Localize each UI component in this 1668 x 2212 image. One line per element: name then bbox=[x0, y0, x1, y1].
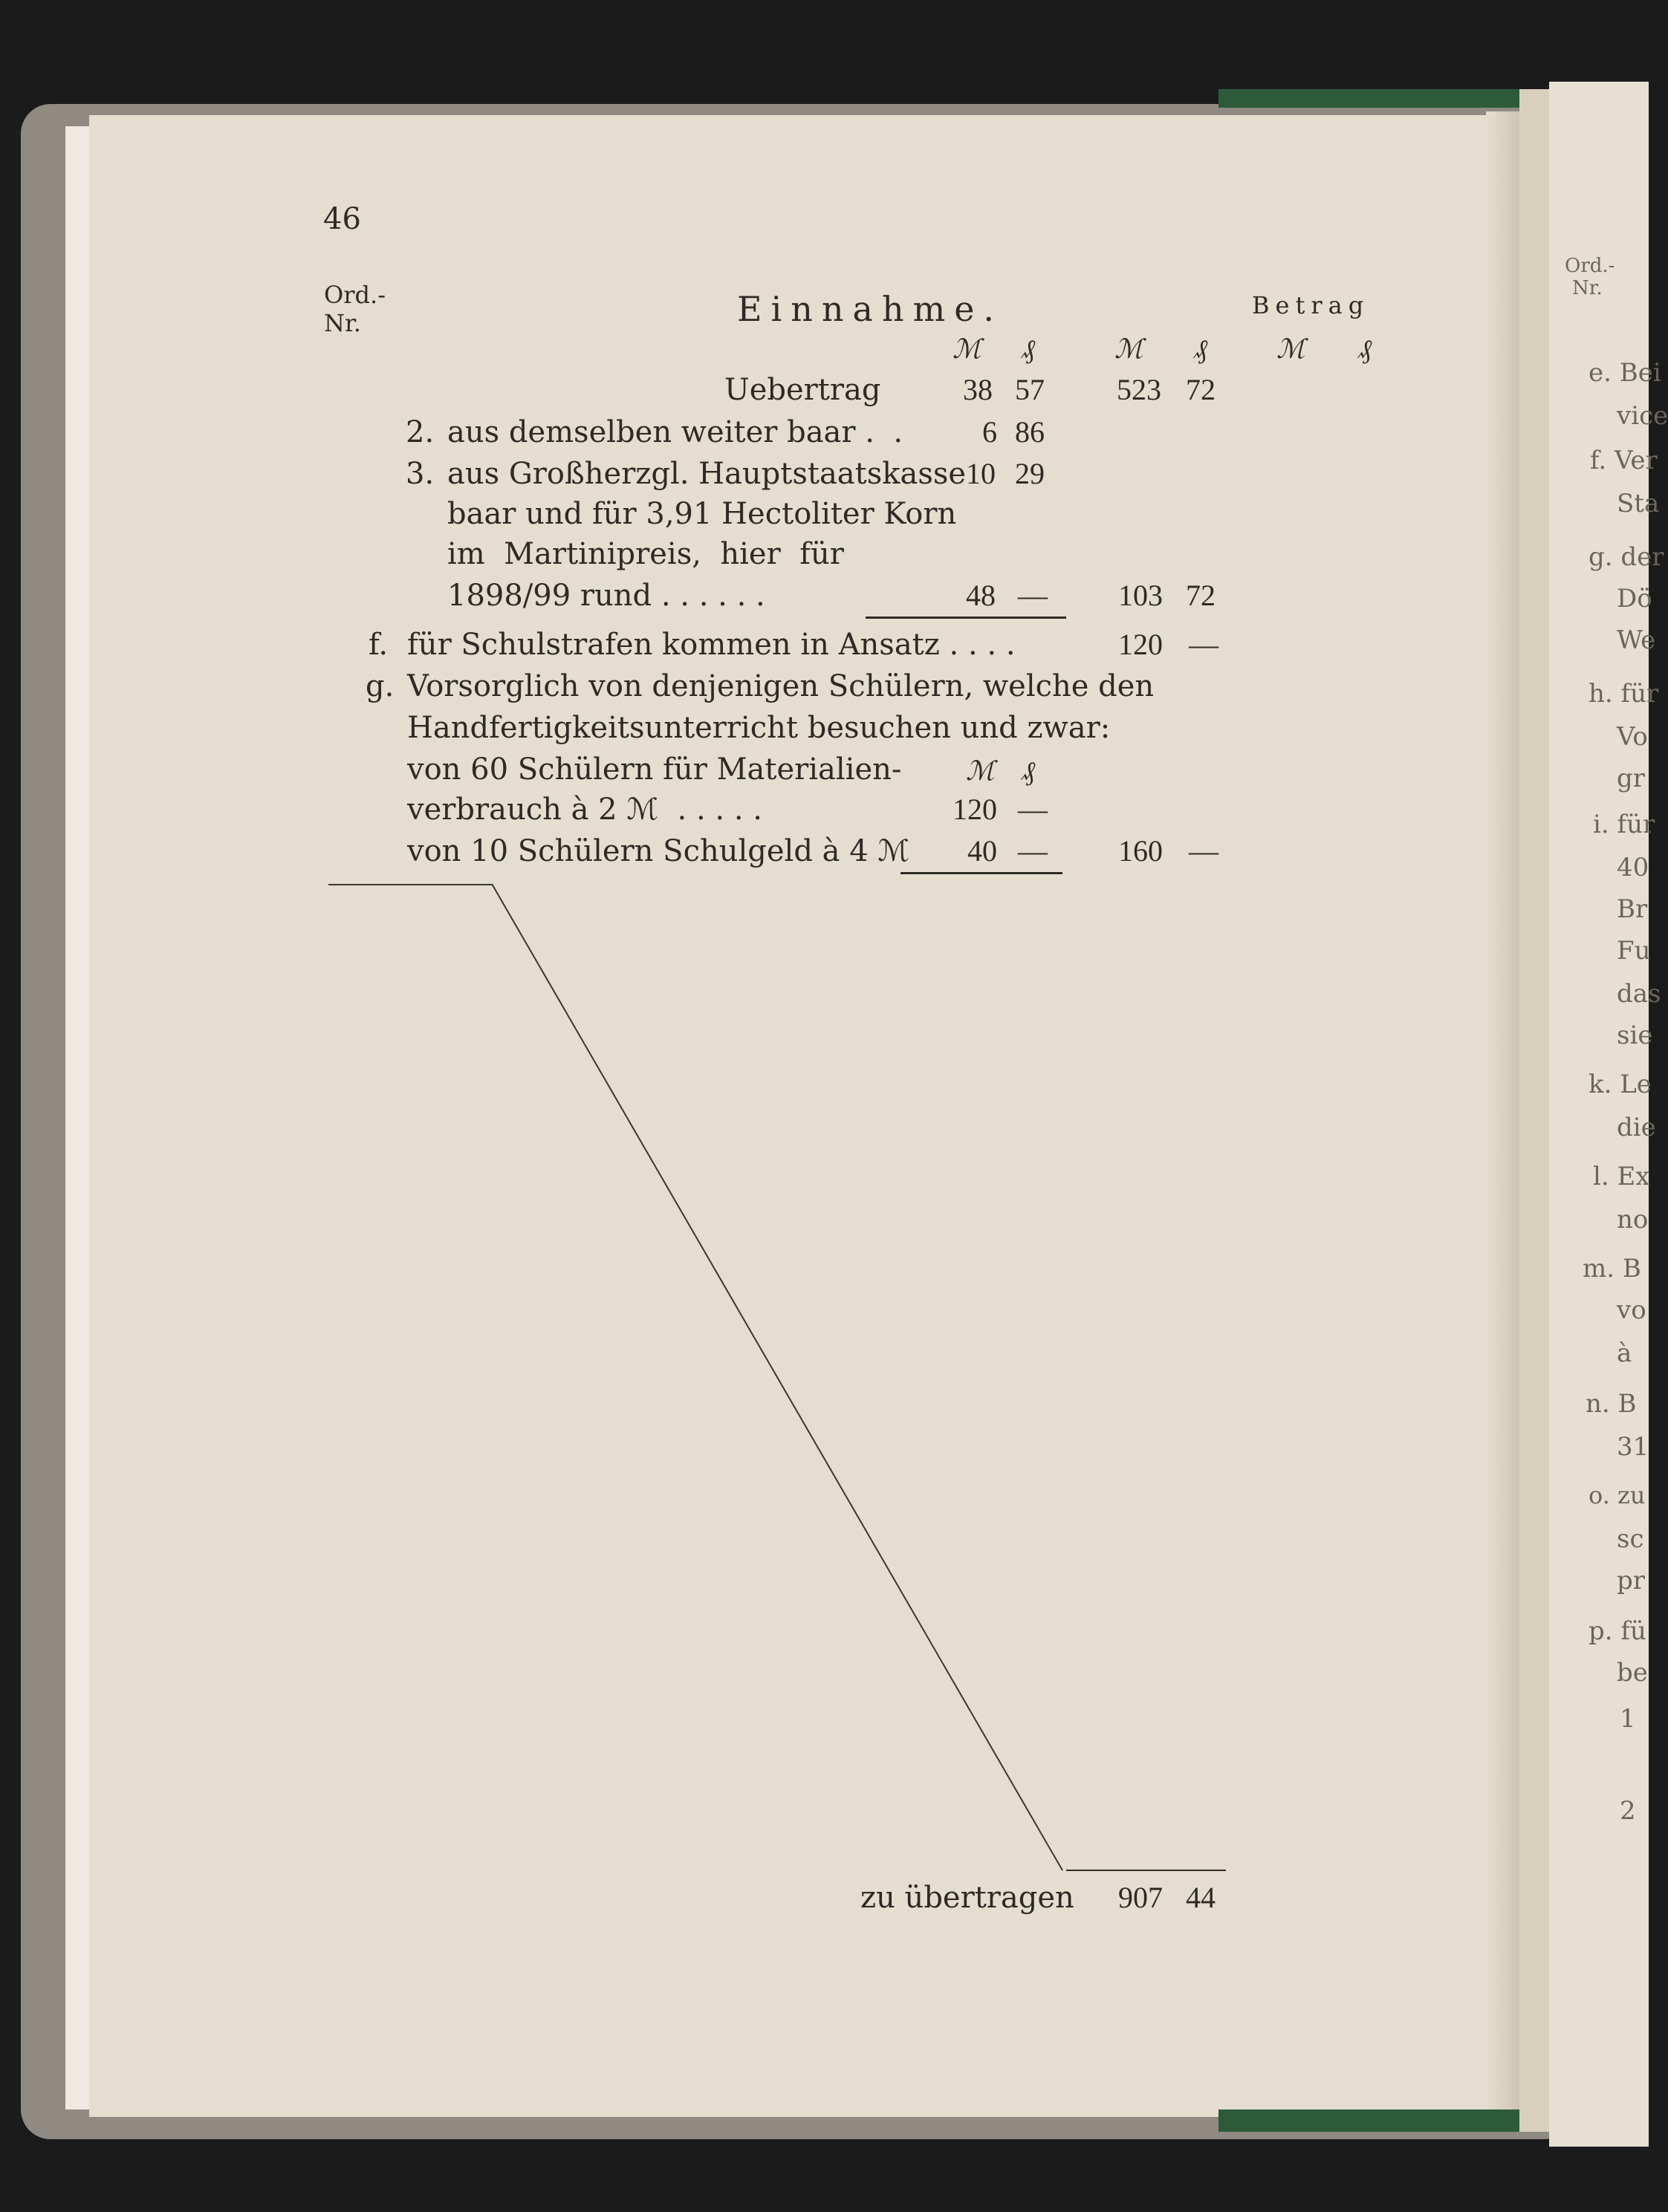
ord-nr-header: Ord.- Nr. bbox=[324, 281, 386, 337]
right-frag-nr: Nr. bbox=[1572, 277, 1603, 299]
right-frag-h2: Vo bbox=[1617, 722, 1648, 752]
uebertrag-mark: 38 bbox=[963, 373, 993, 406]
item3-number: 3. bbox=[406, 457, 435, 491]
item-g-mark: 120 bbox=[953, 793, 997, 826]
item3-text-line1: aus Großherzgl. Hauptstaatskasse bbox=[447, 457, 967, 491]
right-page-text bbox=[1560, 255, 1668, 1920]
currency-header-pf-2: ₰ bbox=[1194, 334, 1207, 364]
item-g-text-line2: Handfertigkeitsunterricht besuchen und zwar: bbox=[407, 711, 1111, 745]
right-frag-g: g. der bbox=[1589, 542, 1664, 572]
item-f-letter: f. bbox=[369, 628, 389, 662]
item3-pf1: 29 bbox=[1015, 457, 1045, 490]
item3-mark2: 103 bbox=[1118, 579, 1163, 612]
right-frag-p: p. fü bbox=[1589, 1616, 1646, 1646]
item-g-mark2: 160 bbox=[1118, 834, 1163, 868]
item-g-pf-b: — bbox=[1018, 834, 1048, 868]
currency-header-mark-3: ℳ bbox=[1276, 334, 1305, 364]
right-frag-ord: Ord.- bbox=[1565, 255, 1615, 277]
right-frag-g3: We bbox=[1617, 625, 1656, 655]
right-frag-e2: vice bbox=[1617, 401, 1668, 431]
item-g-mark-b: 40 bbox=[967, 834, 997, 868]
right-frag-i5: das bbox=[1617, 979, 1661, 1009]
right-frag-n2: 31 bbox=[1617, 1432, 1649, 1462]
uebertrag-pf: 57 bbox=[1015, 373, 1045, 406]
right-frag-e: e. Bei bbox=[1589, 358, 1661, 388]
item-g-text-line3: von 60 Schülern für Materialien- bbox=[407, 752, 902, 787]
footer-pf: 44 bbox=[1186, 1881, 1216, 1914]
right-frag-l2: no bbox=[1617, 1205, 1649, 1235]
uebertrag-pf2: 72 bbox=[1186, 373, 1216, 406]
right-frag-i6: sie bbox=[1617, 1021, 1653, 1050]
currency-header-mark-2: ℳ bbox=[1114, 334, 1143, 364]
page-number: 46 bbox=[323, 202, 361, 236]
betrag-label: Betrag bbox=[1252, 291, 1370, 319]
item-g-text-line5: von 10 Schülern Schulgeld à 4 ℳ bbox=[407, 834, 910, 868]
item3-pf: — bbox=[1018, 579, 1048, 612]
right-frag-p2: be bbox=[1617, 1658, 1648, 1688]
total-rule bbox=[1066, 1870, 1226, 1871]
item-g-unit-pf: ₰ bbox=[1022, 756, 1035, 786]
item3-text-line2: baar und für 3,91 Hectoliter Korn bbox=[447, 497, 957, 531]
right-frag-m3: à bbox=[1617, 1338, 1632, 1368]
right-frag-o3: pr bbox=[1617, 1566, 1646, 1595]
right-frag-i2: 40 bbox=[1617, 853, 1649, 882]
item-g-pf2: — bbox=[1189, 834, 1218, 868]
right-frag-i4: Fu bbox=[1617, 936, 1651, 966]
item3-text-line4: 1898/99 rund . . . . . . bbox=[447, 579, 765, 613]
right-frag-f: f. Ver bbox=[1590, 446, 1658, 475]
item3-mark: 48 bbox=[966, 579, 996, 612]
uebertrag-mark2: 523 bbox=[1117, 373, 1161, 406]
right-frag-h: h. für bbox=[1589, 679, 1659, 709]
item3-pf2: 72 bbox=[1186, 579, 1216, 612]
right-frag-p4: 2 bbox=[1620, 1796, 1636, 1826]
item2-number: 2. bbox=[406, 415, 435, 449]
item2-text: aus demselben weiter baar . . bbox=[447, 415, 903, 449]
item-f-pf2: — bbox=[1189, 628, 1218, 661]
right-frag-f2: Sta bbox=[1617, 489, 1660, 518]
currency-header-pf-1: ₰ bbox=[1022, 334, 1035, 364]
right-frag-m: m. B bbox=[1583, 1254, 1641, 1284]
right-frag-o: o. zu bbox=[1589, 1481, 1646, 1509]
currency-header-mark-1: ℳ bbox=[953, 334, 981, 364]
item-g-unit-mark: ℳ bbox=[966, 756, 995, 786]
item2-pf: 86 bbox=[1015, 415, 1045, 449]
right-frag-o2: sc bbox=[1617, 1524, 1644, 1554]
right-frag-k2: die bbox=[1617, 1113, 1656, 1142]
right-frag-p3: 1 bbox=[1620, 1704, 1636, 1734]
right-frag-i: i. für bbox=[1593, 810, 1655, 839]
item3-text-line3: im Martinipreis, hier für bbox=[447, 537, 844, 571]
item-g-letter: g. bbox=[366, 669, 395, 703]
currency-header-pf-3: ₰ bbox=[1358, 334, 1372, 364]
right-frag-i3: Br bbox=[1617, 894, 1648, 924]
item-f-mark2: 120 bbox=[1118, 628, 1163, 661]
right-frag-k: k. Le bbox=[1589, 1070, 1652, 1099]
item-g-text-line4: verbrauch à 2 ℳ . . . . . bbox=[407, 793, 762, 827]
right-frag-g2: Dö bbox=[1617, 584, 1652, 614]
uebertrag-label: Uebertrag bbox=[724, 373, 881, 407]
right-frag-h3: gr bbox=[1617, 764, 1646, 793]
item-g-pf: — bbox=[1018, 793, 1048, 826]
section-title: Einnahme. bbox=[737, 289, 1004, 329]
item-g-text-line1: Vorsorglich von denjenigen Schülern, welche den bbox=[407, 669, 1155, 703]
footer-label: zu übertragen bbox=[860, 1881, 1074, 1915]
footer-mark: 907 bbox=[1118, 1881, 1163, 1914]
item-f-text: für Schulstrafen kommen in Ansatz . . . . bbox=[407, 628, 1016, 662]
right-frag-m2: vo bbox=[1617, 1295, 1646, 1325]
right-frag-n: n. B bbox=[1586, 1389, 1637, 1419]
item2-mark: 6 bbox=[982, 415, 997, 449]
item3-mark1: 10 bbox=[966, 457, 996, 490]
right-frag-l: l. Ex bbox=[1593, 1162, 1650, 1191]
